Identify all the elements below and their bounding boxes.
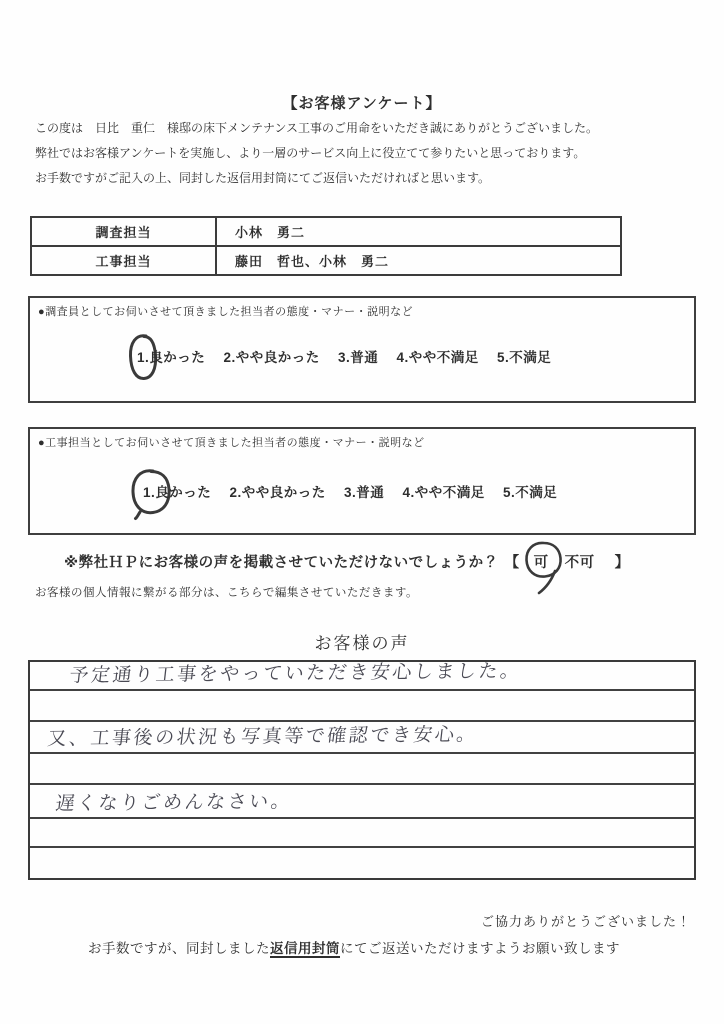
hp-consent-note: お客様の個人情報に繋がる部分は、こちらで編集させていただきます。 <box>35 587 418 599</box>
rating-options: 1.良かった 2.やや良かった 3.普通 4.やや不満足 5.不満足 <box>143 485 558 500</box>
voice-line-row <box>30 819 694 848</box>
option-deny-label: 不可 <box>564 555 595 571</box>
handwritten-comment-3: 遅くなりごめんなさい。 <box>54 790 294 815</box>
intro-line-1: この度は 日比 重仁 様邸の床下メンテナンス工事のご用命をいただき誠にありがとうございました。 <box>35 121 599 135</box>
survey-staff-label: 調査担当 <box>32 218 217 245</box>
survey-staff-value: 小林 勇二 <box>235 225 306 240</box>
bracket-close: 】 <box>614 555 630 571</box>
hp-consent-option-allow <box>534 551 549 572</box>
question-heading: ●工事担当としてお伺いさせて頂きました担当者の態度・マナー・説明など <box>38 437 425 449</box>
rating-options: 1.良かった 2.やや良かった 3.普通 4.やや不満足 5.不満足 <box>137 350 552 365</box>
voice-line-row <box>30 785 694 819</box>
construction-staff-value: 藤田 哲也、小林 勇二 <box>235 254 390 269</box>
handwritten-comment-2: 又、工事後の状況も写真等で確認でき安心。 <box>46 723 480 750</box>
construction-staff-label: 工事担当 <box>32 247 217 274</box>
option-allow-label: 可 <box>533 555 549 571</box>
question-box-construction-staff <box>28 427 696 535</box>
footer-request-prefix: お手数ですが、同封しました <box>88 941 270 956</box>
question-heading: ●調査員としてお伺いさせて頂きました担当者の態度・マナー・説明など <box>38 306 414 318</box>
voice-line-row <box>30 659 694 691</box>
voice-line-row <box>30 848 694 878</box>
intro-line-2: 弊社ではお客様アンケートを実施し、より一層のサービス向上に役立てて参りたいと思っております。 <box>35 146 586 160</box>
page-title: 【お客様アンケート】 <box>282 95 442 112</box>
handwritten-comment-1: 予定通り工事をやっていただき安心しました。 <box>68 659 523 687</box>
footer-request-suffix: にてご返送いただけますようお願い致します <box>340 941 620 956</box>
intro-line-3: お手数ですがご記入の上、同封した返信用封筒にてご返信いただければと思います。 <box>35 171 491 185</box>
table-row <box>32 245 620 274</box>
voice-line-row <box>30 754 694 785</box>
voice-line-row <box>30 691 694 722</box>
bracket-open: 【 <box>504 555 520 571</box>
customer-voice-box <box>28 660 696 880</box>
customer-voice-title: お客様の声 <box>314 634 410 653</box>
voice-line-row <box>30 722 694 754</box>
footer-request-envelope: 返信用封筒 <box>270 941 340 956</box>
hp-consent-question <box>64 551 630 572</box>
table-row <box>32 218 620 245</box>
footer-request-text <box>88 937 620 957</box>
footer-thanks-text: ご協力ありがとうございました！ <box>480 914 691 929</box>
staff-table <box>30 216 622 276</box>
intro-paragraph <box>35 116 696 191</box>
hp-consent-text: ※弊社ＨＰにお客様の声を掲載させていただけないでしょうか？ <box>64 555 499 571</box>
question-box-survey-staff <box>28 296 696 403</box>
